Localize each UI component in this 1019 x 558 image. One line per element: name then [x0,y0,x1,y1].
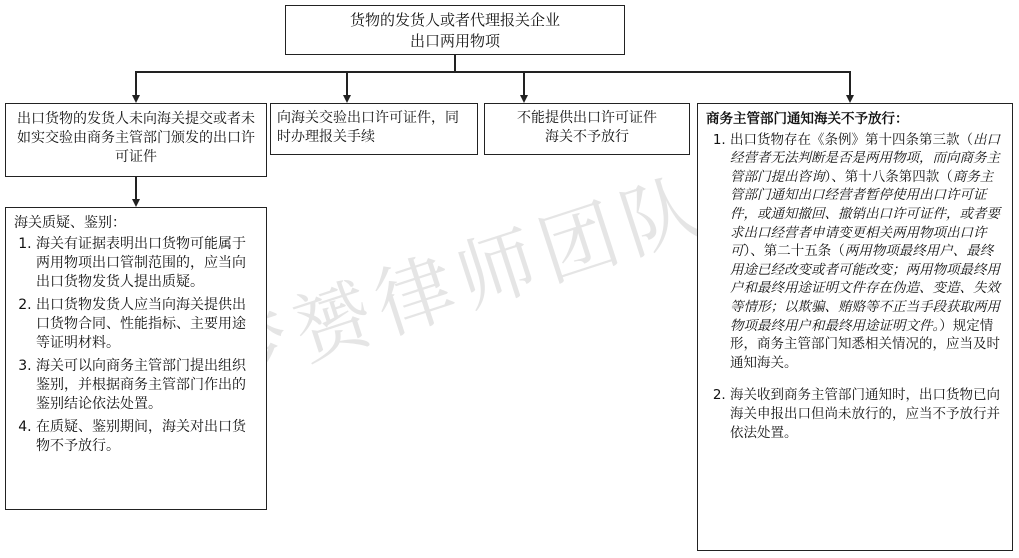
question-identify-item-4: 4. 在质疑、鉴别期间，海关对出口货物不予放行。 [36,418,258,456]
item1-part2: ）、第十八条第四款（ [824,168,953,185]
question-identify-item-2: 2. 出口货物发货人应当向海关提供出口货物合同、性能指标、主要用途等证明材料。 [36,296,258,353]
connector-a-down [135,177,137,200]
box-question-identify [5,207,267,510]
item1-italic1: 出口经营者无法判断是否是两用物项，而向商务主管部门提出咨询 [730,131,1000,185]
box-question-identify-header: 海关质疑、鉴别： [14,215,126,231]
arrow-c [520,95,528,103]
watermark: 梦赟律师团队 [200,160,720,406]
connector-top-down [454,55,456,72]
box-no-license [5,103,267,177]
connector-b [346,72,348,96]
arrow-e [846,95,854,103]
top-box-line1: 货物的发货人或者代理报关企业 [349,11,560,29]
item1-italic2: 商务主管部门通知出口经营者暂停使用出口许可证件，或通知撤回、撤销出口许可证件，或者要求出口经营者申请变更相关两用物项出口许可 [730,168,1000,260]
box-cannot-provide [484,103,690,155]
arrow-a-down [132,199,140,207]
commerce-notify-item-2: 2. 海关收到商务主管部门通知时，出口货物已向海关申报出口但尚未放行的，应当不予放行并依法处置。 [730,386,1004,442]
connector-c [523,72,525,96]
item1-part4: ）规定情形，商务主管部门知悉相关情况的，应当及时通知海关。 [730,317,1000,371]
box-commerce-notify [697,103,1013,551]
question-identify-item-1: 1. 海关有证据表明出口货物可能属于两用物项出口管制范围的，应当向出口货物发货人提出质疑。 [36,235,258,292]
box-submit-license-text: 向海关交验出口许可证件，同时办理报关手续 [277,110,459,145]
item1-part1: 出口货物存在《条例》第十四条第三款（ [730,131,973,148]
box-cannot-provide-line2: 海关不予放行 [545,129,629,145]
question-identify-item-3: 3. 海关可以向商务主管部门提出组织鉴别，并根据商务主管部门作出的鉴别结论依法处置。 [36,357,258,414]
arrow-a [132,95,140,103]
box-cannot-provide-line1: 不能提供出口许可证件 [517,110,657,126]
box-submit-license [270,103,478,155]
commerce-notify-item-1 [730,131,1004,373]
connector-e [849,72,851,96]
arrow-b [343,95,351,103]
box-commerce-notify-header: 商务主管部门通知海关不予放行： [706,111,909,127]
item1-part3: ）、第二十五条（ [743,243,845,260]
connector-horizontal [135,71,851,73]
commerce-notify-list [706,131,1004,443]
connector-a [135,72,137,96]
question-identify-list [14,235,258,456]
box-no-license-text: 出口货物的发货人未向海关提交或者未如实交验由商务主管部门颁发的出口许可证件 [17,111,255,165]
item1-italic3: 两用物项最终用户、最终用途已经改变或者可能改变；两用物项最终用户和最终用途证明文件存在伪造、变造、失效等情形；以欺骗、贿赂等不正当手段获取两用物项最终用户和最终用途证明文件。 [730,243,1000,334]
top-box-line2: 出口两用物项 [409,32,500,50]
top-box [285,5,625,55]
